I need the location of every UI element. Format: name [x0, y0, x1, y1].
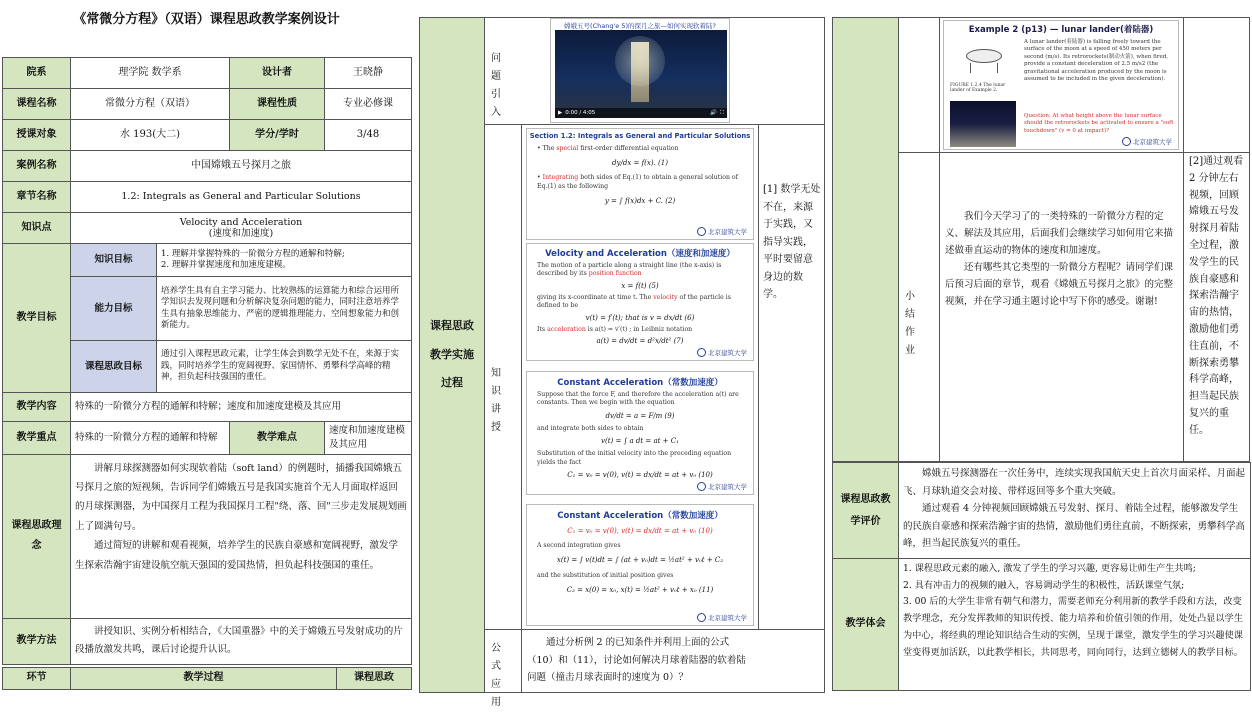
slide-2-logo: 北京建筑大学 [697, 348, 747, 358]
evaluation-label: 课程思政教学评价 [833, 463, 899, 559]
slide-1-eq-2: y = ∫ f(x)dx + C. (2) [604, 197, 676, 206]
case-name-label: 案例名称 [3, 151, 71, 182]
summary-row [832, 152, 1250, 462]
teaching-row [485, 125, 825, 630]
video-player[interactable] [555, 30, 727, 118]
slide-4-title: Constant Acceleration（常数加速度） [557, 511, 723, 521]
slide-1-title: Section 1.2: Integrals as General and Particular Solutions [529, 132, 751, 140]
example-lunar-lander-slide [943, 20, 1179, 150]
slides-column-border [521, 125, 522, 630]
slide-4-line-2: and the substitution of initial position gives [537, 571, 674, 579]
designer-value: 王晓静 [325, 58, 412, 89]
slide-2-eq-3: a(t) = dv/dt = d²x/dt² (7) [596, 336, 684, 345]
process-column-header: 教学过程 [71, 668, 337, 690]
slide-3-line-3: Substitution of the initial velocity into the preceding equation yields the fact [537, 450, 732, 466]
university-logo-icon [697, 613, 706, 622]
slide-2-eq-2: v(t) = f′(t); that is v = dx/dt (6) [585, 313, 695, 322]
concept-label: 课程思政理念 [3, 454, 71, 618]
university-logo-icon [697, 482, 706, 491]
example-title: Example 2 (p13) — lunar lander(着陆器) [968, 25, 1154, 35]
notes-column-border [758, 125, 759, 630]
audience-value: 水 193(大二) [71, 120, 230, 151]
course-info-table [2, 57, 412, 665]
knowledge-value [71, 213, 412, 244]
course-name-label: 课程名称 [3, 89, 71, 120]
dept-label: 院系 [3, 58, 71, 89]
slide-1-line-1: • The special first-order differential equation [537, 145, 679, 152]
slide-3-line-1: Suppose that the force F, and therefore the acceleration a(t) are constants. Then we begin with the equation [537, 391, 739, 407]
slide-2-line-1: The motion of a particle along a straight line (the x-axis) is described by its position function [537, 262, 722, 278]
slide-3-line-2: and integrate both sides to obtain [537, 424, 644, 432]
slide-3-logo: 北京建筑大学 [697, 482, 747, 492]
step-column-header: 环节 [3, 668, 71, 690]
process-header-row [2, 667, 412, 690]
goals-label: 教学目标 [3, 244, 71, 393]
slide-constant-acceleration-1 [526, 371, 754, 495]
teaching-label: 知识讲授 [491, 368, 507, 433]
slide-4-eq-2: C₂ = x(0) = x₀, x(t) = ½at² + v₀t + x₀ (11) [566, 585, 714, 594]
case-name-value: 中国嫦娥五号探月之旅 [71, 151, 412, 182]
content-value: 特殊的一阶微分方程的通解和特解；速度和加速度建模及其应用 [71, 393, 412, 422]
dept-value: 理学院 数学系 [71, 58, 230, 89]
intro-label: 问题引入 [491, 53, 507, 118]
evaluation-table [832, 462, 1251, 691]
example-row [832, 17, 1250, 153]
example-question: Question: At what height above the lunar surface should the retrorockets be activated to ensure a "soft touchdown" (v = 0 at impact)? [1024, 113, 1174, 134]
credits-value: 3/48 [325, 120, 412, 151]
lander-body-icon [966, 49, 1002, 63]
summary-row-label-cell [833, 152, 899, 461]
course-name-value: 常微分方程（双语） [71, 89, 230, 120]
slide-2-title: Velocity and Acceleration（速度和加速度） [545, 249, 735, 259]
left-page [0, 0, 413, 693]
section-value: 1.2: Integrals as General and Particular Solutions [71, 182, 412, 213]
audience-label: 授课对象 [3, 120, 71, 151]
designer-label: 设计者 [230, 58, 325, 89]
method-label: 教学方法 [3, 618, 71, 664]
video-time: 0:00 / 4:05 [565, 110, 596, 116]
ideology-goal-label: 课程思政目标 [71, 341, 157, 393]
knowledge-value-zh: (速度和加速度) [208, 228, 274, 239]
ability-goal-text: 培养学生具有自主学习能力、比较熟练的运算能力和综合运用所学知识去发现问题和分析解决复杂问题的能力，同时注意培养学生具有抽象思维能力、严密的逻辑推理能力、空间想象能力和创新能力。 [157, 277, 412, 341]
evaluation-paragraph-2: 通过观看 4 分钟视频回顾嫦娥五号发射、探月、着陆全过程，能够激发学生的民族自豪感和探索浩瀚宇宙的热情，激励他们勇往直前，不断探索，勇攀科学高峰，担当起民族复兴的重任。 [903, 503, 1246, 550]
slide-4-logo: 北京建筑大学 [697, 613, 747, 623]
university-logo-icon [697, 227, 706, 236]
slide-3-title: Constant Acceleration（常数加速度） [557, 378, 723, 388]
knowledge-goal-text: 1. 理解并掌握特殊的一阶微分方程的通解和特解; 2. 理解并掌握速度和加速度建模。 [157, 244, 412, 277]
summary-notes-border [1183, 152, 1184, 461]
evaluation-paragraph-1: 嫦娥五号探测器在一次任务中，连续实现我国航天史上首次月面采样、月面起飞、月球轨道交会对接、带样返回等多个重大突破。 [903, 468, 1246, 497]
example-row-label-cell [833, 18, 899, 152]
slide-constant-acceleration-2 [526, 504, 754, 626]
example-bullet-1: A lunar lander(着陆器) is falling freely toward the surface of the moon at a speed of 450 meters per second (m/s). Its retrorockets(制动火箭), when fired, provide a constant deceleration of 2.5 m/s2 (the gravitational acceleration produced by the moon is assumed to be included in the given deceleration). [1024, 39, 1168, 83]
slide-3-eq-1: dv/dt = a = F/m (9) [605, 411, 675, 420]
focus-label: 教学重点 [3, 422, 71, 455]
summary-label-border [939, 152, 940, 461]
ideology-note-1: [1] 数学无处不在，来源于实践，又指导实践，平时要留意身边的数学。 [763, 184, 821, 300]
concept-paragraph-1: 讲解月球探测器如何实现软着陆（soft land）的例题时，插播我国嫦娥五号探月之旅的短视频，告诉同学们嫦娥五号是我国实施首个无人月面取样返回的月球探测器，为中国探月工程为我国探月工程"绕、落、回"三步走发展规划画上了圆满句号。 [75, 462, 407, 532]
middle-page [419, 0, 825, 708]
section-label: 章节名称 [3, 182, 71, 213]
moon-glow-image [615, 36, 665, 86]
volume-icon[interactable]: 🔊 [710, 110, 718, 116]
video-title: 嫦娥五号(Chang'e 5)的探月之旅—如何实现软着陆? [564, 22, 716, 30]
slide-3-eq-3: C₁ = v₀ = v(0), v(t) = dx/dt = at + v₀ (10) [567, 470, 713, 479]
slide-section-1-2 [526, 128, 754, 240]
slide-2-eq-1: x = f(t) (5) [621, 281, 659, 290]
application-column-border [521, 630, 522, 693]
slide-4-eq-1: x(t) = ∫ v(t)dt = ∫ (at + v₀)dt = ½at² + v₀t + C₂ [556, 556, 724, 565]
method-value: 讲授知识、实例分析相结合，《大国重器》中的关于嫦娥五号发射成功的片段播放激发共鸣，课后讨论提升认识。 [71, 618, 412, 664]
document-title: 《常微分方程》（双语）课程思政教学案例设计 [73, 12, 340, 27]
example-label-border [939, 18, 940, 152]
summary-text [945, 208, 1179, 311]
lunar-lander-diagram [950, 41, 1016, 81]
ability-goal-label: 能力目标 [71, 277, 157, 341]
knowledge-goal-label: 知识目标 [71, 244, 157, 277]
ideology-column-header: 课程思政 [337, 668, 412, 690]
content-label: 教学内容 [3, 393, 71, 422]
difficulty-label: 教学难点 [230, 422, 325, 455]
application-row [485, 630, 825, 708]
slide-2-line-3: Its acceleration is a(t) = v′(t) ; in Leibniz notation [537, 325, 693, 333]
slide-1-eq-1: dy/dx = f(x). (1) [612, 159, 668, 168]
slide-4-line-1: A second integration gives [537, 542, 621, 550]
slide-velocity-acceleration [526, 243, 754, 361]
summary-paragraph-2: 还有哪些其它类型的一阶微分方程呢？请同学们课后预习后面的章节，观看《嫦娥五号探月之旅》的完整视频，并在学习通主题讨论中写下你的感受。谢谢! [945, 262, 1174, 308]
play-icon[interactable]: ▶ [558, 110, 563, 116]
slide-4-eq-0: C₁ = v₀ = v(0), v(t) = dx/dt = at + v₀ (10) [567, 527, 713, 535]
right-page [832, 0, 1252, 693]
slide-3-eq-2: v(t) = ∫ a dt = at + C₁ [601, 437, 679, 446]
video-slide [550, 18, 730, 123]
knowledge-value-en: Velocity and Acceleration [179, 216, 303, 228]
example-notes-border [1183, 18, 1184, 152]
summary-label: 小结作业 [905, 291, 921, 356]
difficulty-value: 速度和加速度建模及其应用 [325, 422, 412, 455]
university-logo-icon [697, 348, 706, 357]
credits-label: 学分/学时 [230, 120, 325, 151]
intro-row [485, 17, 825, 125]
ideology-goal-text: 通过引入课程思政元素，让学生体会到数学无处不在，来源于实践，同时培养学生的宽阔视野、家国情怀、勇攀科学高峰的精神，担负起科技强国的重任。 [157, 341, 412, 393]
slide-2-line-2: giving its x-coordinate at time t. The velocity of the particle is defined to be [537, 293, 731, 310]
summary-paragraph-1: 我们今天学习了的一类特殊的一阶微分方程的定义、解法及其应用，后面我们会继续学习如何用它来描述做垂直运动的物体的速度和加速度。 [945, 211, 1174, 257]
slide-1-line-2: • Integrating both sides of Eq.(1) to obtain a general solution of Eq.(1) as the following [537, 174, 738, 190]
application-text: 通过分析例 2 的已知条件并利用上面的公式（10）和（11），讨论如何解决月球着陆器的软着陆问题（撞击月球表面时的速度为 0）？ [527, 637, 746, 684]
ideology-note-2: [2]通过观看 2 分钟左右视频，回顾嫦娥五号发射探月着陆全过程，激发学生的民族自豪感和探索浩瀚宇宙的热情，激励他们勇往直前，不断探索勇攀科学高峰，担当起民族复兴的重任。 [1189, 156, 1244, 436]
fullscreen-icon[interactable]: ⛶ [720, 109, 724, 116]
application-label: 公式应用 [491, 643, 507, 708]
course-type-label: 课程性质 [230, 89, 325, 120]
knowledge-label: 知识点 [3, 213, 71, 244]
concept-text [71, 454, 412, 618]
concept-paragraph-2: 通过简短的讲解和观看视频，培养学生的民族自豪感和宽阔视野，激发学生探索浩瀚宇宙建设航空航天强国的爱国热情，担负起科技强国的重任。 [75, 540, 399, 571]
moon-landing-image [950, 101, 1016, 147]
experience-text: 1. 课程思政元素的融入, 激发了学生的学习兴趣, 更容易让师生产生共鸣; 2. 具有冲击力的视频的融入，容易调动学生的积极性，活跃课堂气氛; 3. 00 后的大学生非常有朝气和潜力，需要老师充分利用新的教学手段和方法，改变教学理念，充分发挥教师的知识传授、能力培养和价值引领的作用，处处凸显以学生为中心，将经典的理论知识结合生动的实例，呈现于课堂，激发学生的学习兴趣使课堂变得更加活跃，以此教学相长，共同思考，同向同行，达到立德树人的教学目标。 [899, 559, 1251, 691]
implementation-side-label: 课程思政教学实施过程 [419, 17, 485, 693]
slide-1-logo: 北京建筑大学 [697, 227, 747, 237]
evaluation-text [899, 463, 1251, 559]
course-type-value: 专业必修课 [325, 89, 412, 120]
experience-label: 教学体会 [833, 559, 899, 691]
focus-value: 特殊的一阶微分方程的通解和特解 [71, 422, 230, 455]
university-logo-icon [1122, 137, 1131, 146]
video-control-bar [555, 108, 727, 118]
example-slide-logo: 北京建筑大学 [1122, 137, 1172, 147]
figure-caption: FIGURE 1.2.4 The lunar lander of Example 2. [950, 83, 1006, 94]
lander-legs-icon [970, 63, 998, 73]
